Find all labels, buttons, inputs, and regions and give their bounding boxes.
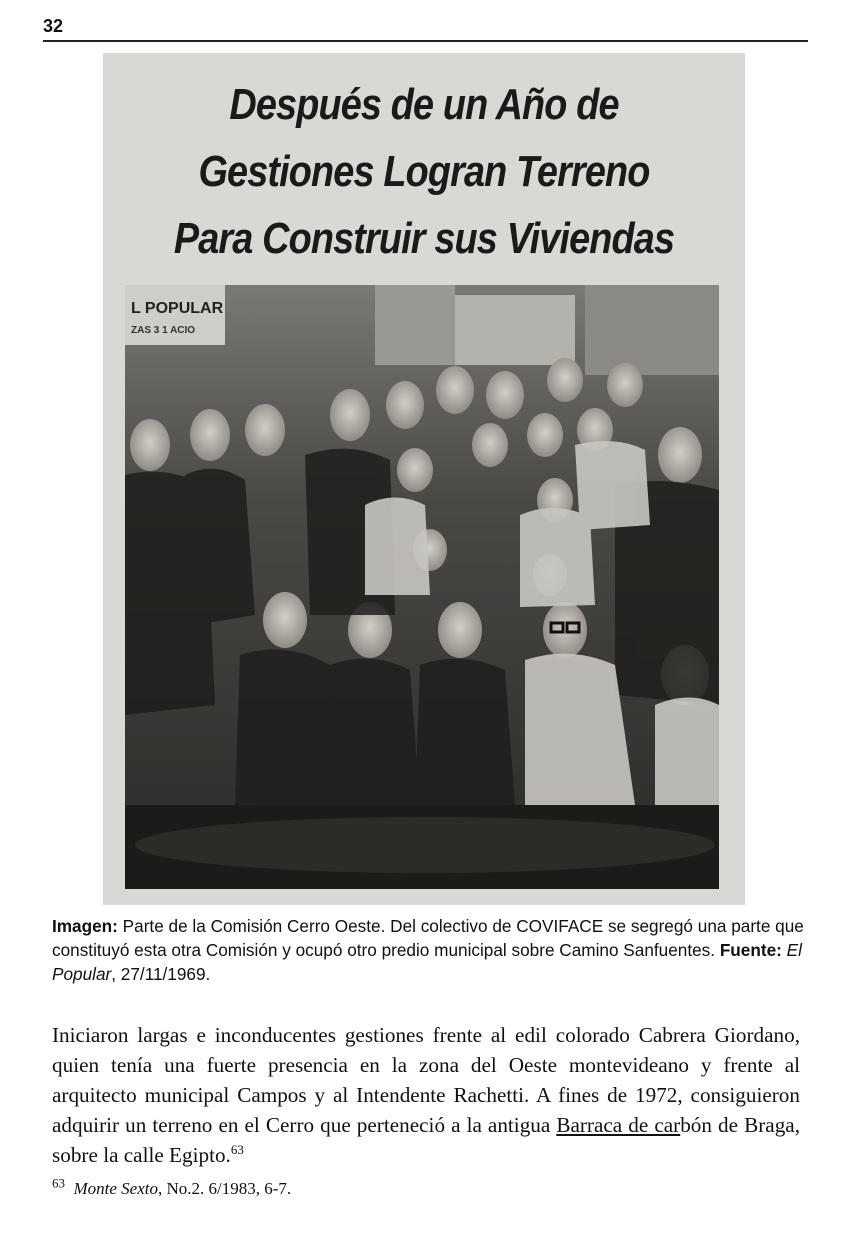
footnote xyxy=(52,1177,291,1201)
photo-sign-text-2: ZAS 3 1 ACIO xyxy=(131,325,196,336)
caption-text: Parte de la Comisión Cerro Oeste. Del colectivo de COVIFACE se segregó una parte que constituyó esta otra Comisión y ocupó otro predio municipal sobre Camino Sanfuentes. xyxy=(52,916,804,960)
newspaper-clipping xyxy=(103,53,745,905)
page-number: 32 xyxy=(43,16,64,36)
footnote-number: 63 xyxy=(52,1175,65,1191)
headline-line-2: Gestiones Logran Terreno xyxy=(198,147,650,196)
body-underlined-text: Barraca de car xyxy=(556,1113,681,1137)
footnote-rest: , No.2. 6/1983, 6-7. xyxy=(158,1179,292,1198)
footnote-reference: 63 xyxy=(230,1141,244,1157)
clipping-headline xyxy=(148,71,700,272)
footnote-title: Monte Sexto xyxy=(73,1179,158,1198)
group-photo xyxy=(125,285,719,889)
caption-source-date: , 27/11/1969. xyxy=(111,964,211,984)
header-rule xyxy=(43,40,808,42)
body-paragraph xyxy=(52,1020,800,1170)
body-text-after: bón de Braga, sobre la calle Egipto. xyxy=(52,1113,800,1167)
caption-source-publication: El Popular xyxy=(52,940,802,984)
headline-line-3: Para Construir sus Viviendas xyxy=(173,214,675,263)
photo-sign-text-1: L POPULAR xyxy=(131,300,224,317)
caption-label: Imagen: xyxy=(52,916,118,936)
body-text-before: Iniciaron largas e inconducentes gestiones frente al edil colorado Cabrera Giordano, quien tenía una fuerte presencia en la zona del Oeste montevideano y frente al arquitecto municipal Campos y al Intendente Rachetti. A fines de 1972, consiguieron adquirir un terreno en el Cerro que perteneció a la antigua xyxy=(52,1023,800,1137)
group-photo-image xyxy=(125,285,719,889)
caption-source-label: Fuente: xyxy=(719,940,782,960)
headline-line-1: Después de un Año de xyxy=(229,80,619,129)
image-caption xyxy=(52,914,804,986)
